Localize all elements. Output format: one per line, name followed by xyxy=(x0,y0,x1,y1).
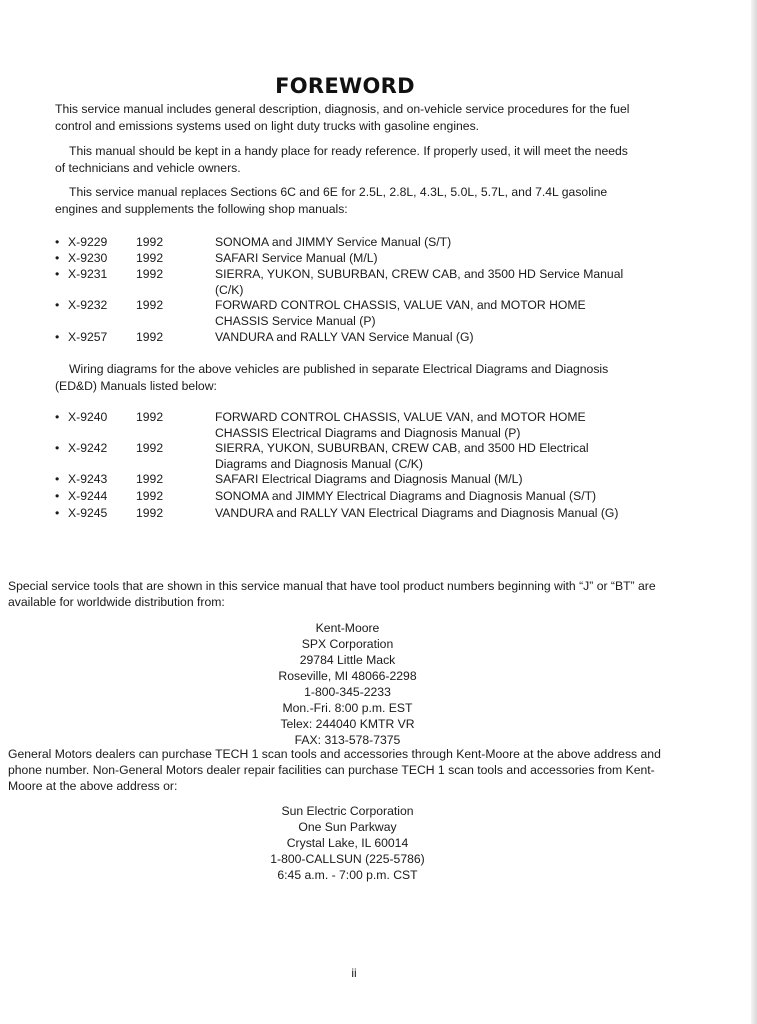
address-line: SPX Corporation xyxy=(301,637,394,651)
bullet: • xyxy=(55,410,60,424)
address-line: Mon.-Fri. 8:00 p.m. EST xyxy=(282,701,413,715)
manual-code: X-9240 xyxy=(68,410,108,424)
special-tools-paragraph: Special service tools that are shown in this service manual that have tool product numbers beginning with “J” or “BT” are available for worldwide distribution from: xyxy=(8,579,656,609)
manual-year: 1992 xyxy=(136,506,164,520)
manual-description: VANDURA and RALLY VAN Service Manual (G) xyxy=(215,330,474,344)
manual-description: FORWARD CONTROL CHASSIS, VALUE VAN, and MOTOR HOME CHASSIS Electrical Diagrams and Diagnosis Manual (P) xyxy=(215,410,586,440)
intro-paragraph-2: This manual should be kept in a handy place for ready reference. If properly used, it will meet the needs of technicians and vehicle owners. xyxy=(55,144,628,175)
manual-year: 1992 xyxy=(136,472,164,486)
manual-code: X-9232 xyxy=(68,298,108,312)
address-line: FAX: 313-578-7375 xyxy=(294,733,401,747)
bullet: • xyxy=(55,235,60,249)
address-line: 29784 Little Mack xyxy=(299,653,396,667)
kent-moore-address xyxy=(190,620,505,748)
dealers-paragraph: General Motors dealers can purchase TECH 1 scan tools and accessories through Kent-Moore at the above address and phone number. Non-General Motors dealer repair facilities can purchase TECH 1 scan tools and accessories from Kent-Moore at the above address or: xyxy=(8,747,661,793)
page-title: FOREWORD xyxy=(275,74,415,98)
manual-code: X-9244 xyxy=(68,489,108,503)
intro-paragraph-3: This service manual replaces Sections 6C and 6E for 2.5L, 2.8L, 4.3L, 5.0L, 5.7L, and 7.4L gasoline engines and supplements the following shop manuals: xyxy=(55,185,608,216)
manual-year: 1992 xyxy=(136,251,164,265)
bullet: • xyxy=(55,489,60,503)
manual-code: X-9257 xyxy=(68,330,108,344)
manual-code: X-9229 xyxy=(68,235,108,249)
address-line: Crystal Lake, IL 60014 xyxy=(286,836,409,850)
bullet: • xyxy=(55,330,60,344)
manual-description: SONOMA and JIMMY Electrical Diagrams and Diagnosis Manual (S/T) xyxy=(215,489,597,503)
address-line: Sun Electric Corporation xyxy=(281,804,414,818)
manual-year: 1992 xyxy=(136,410,164,424)
sun-electric-address xyxy=(190,803,505,883)
manual-description: VANDURA and RALLY VAN Electrical Diagrams and Diagnosis Manual (G) xyxy=(215,506,619,520)
bullet: • xyxy=(55,506,60,520)
address-line: One Sun Parkway xyxy=(298,820,397,834)
manual-code: X-9245 xyxy=(68,506,108,520)
bullet: • xyxy=(55,472,60,486)
page-number: ii xyxy=(351,966,357,980)
manual-code: X-9243 xyxy=(68,472,108,486)
manual-year: 1992 xyxy=(136,441,164,455)
bullet: • xyxy=(55,441,60,455)
manual-description: SIERRA, YUKON, SUBURBAN, CREW CAB, and 3500 HD Service Manual (C/K) xyxy=(215,267,624,297)
manual-code: X-9242 xyxy=(68,441,108,455)
manual-year: 1992 xyxy=(136,298,164,312)
manual-description: FORWARD CONTROL CHASSIS, VALUE VAN, and MOTOR HOME CHASSIS Service Manual (P) xyxy=(215,298,586,328)
manual-year: 1992 xyxy=(136,489,164,503)
intro-paragraph-1: This service manual includes general description, diagnosis, and on-vehicle service procedures for the fuel control and emissions systems used on light duty trucks with gasoline engines. xyxy=(55,102,630,133)
manual-year: 1992 xyxy=(136,235,164,249)
address-line: 1-800-CALLSUN (225-5786) xyxy=(270,852,425,866)
manual-description: SONOMA and JIMMY Service Manual (S/T) xyxy=(215,235,452,249)
manual-description: SIERRA, YUKON, SUBURBAN, CREW CAB, and 3500 HD Electrical Diagrams and Diagnosis Manual (C/K) xyxy=(215,441,589,471)
manual-code: X-9230 xyxy=(68,251,108,265)
bullet: • xyxy=(55,298,60,312)
manual-description: SAFARI Service Manual (M/L) xyxy=(215,251,378,265)
page-edge-shadow xyxy=(751,0,757,1024)
bullet: • xyxy=(55,267,60,281)
manual-year: 1992 xyxy=(136,267,164,281)
address-line: Roseville, MI 48066-2298 xyxy=(278,669,417,683)
bullet: • xyxy=(55,251,60,265)
address-line: 6:45 a.m. - 7:00 p.m. CST xyxy=(277,868,418,882)
wiring-diagrams-paragraph: Wiring diagrams for the above vehicles are published in separate Electrical Diagrams and Diagnosis (ED&D) Manuals listed below: xyxy=(55,362,609,393)
manual-code: X-9231 xyxy=(68,267,108,281)
manual-year: 1992 xyxy=(136,330,164,344)
address-line: Kent-Moore xyxy=(315,621,380,635)
manual-description: SAFARI Electrical Diagrams and Diagnosis Manual (M/L) xyxy=(215,472,523,486)
address-line: Telex: 244040 KMTR VR xyxy=(280,717,415,731)
address-line: 1-800-345-2233 xyxy=(304,685,391,699)
